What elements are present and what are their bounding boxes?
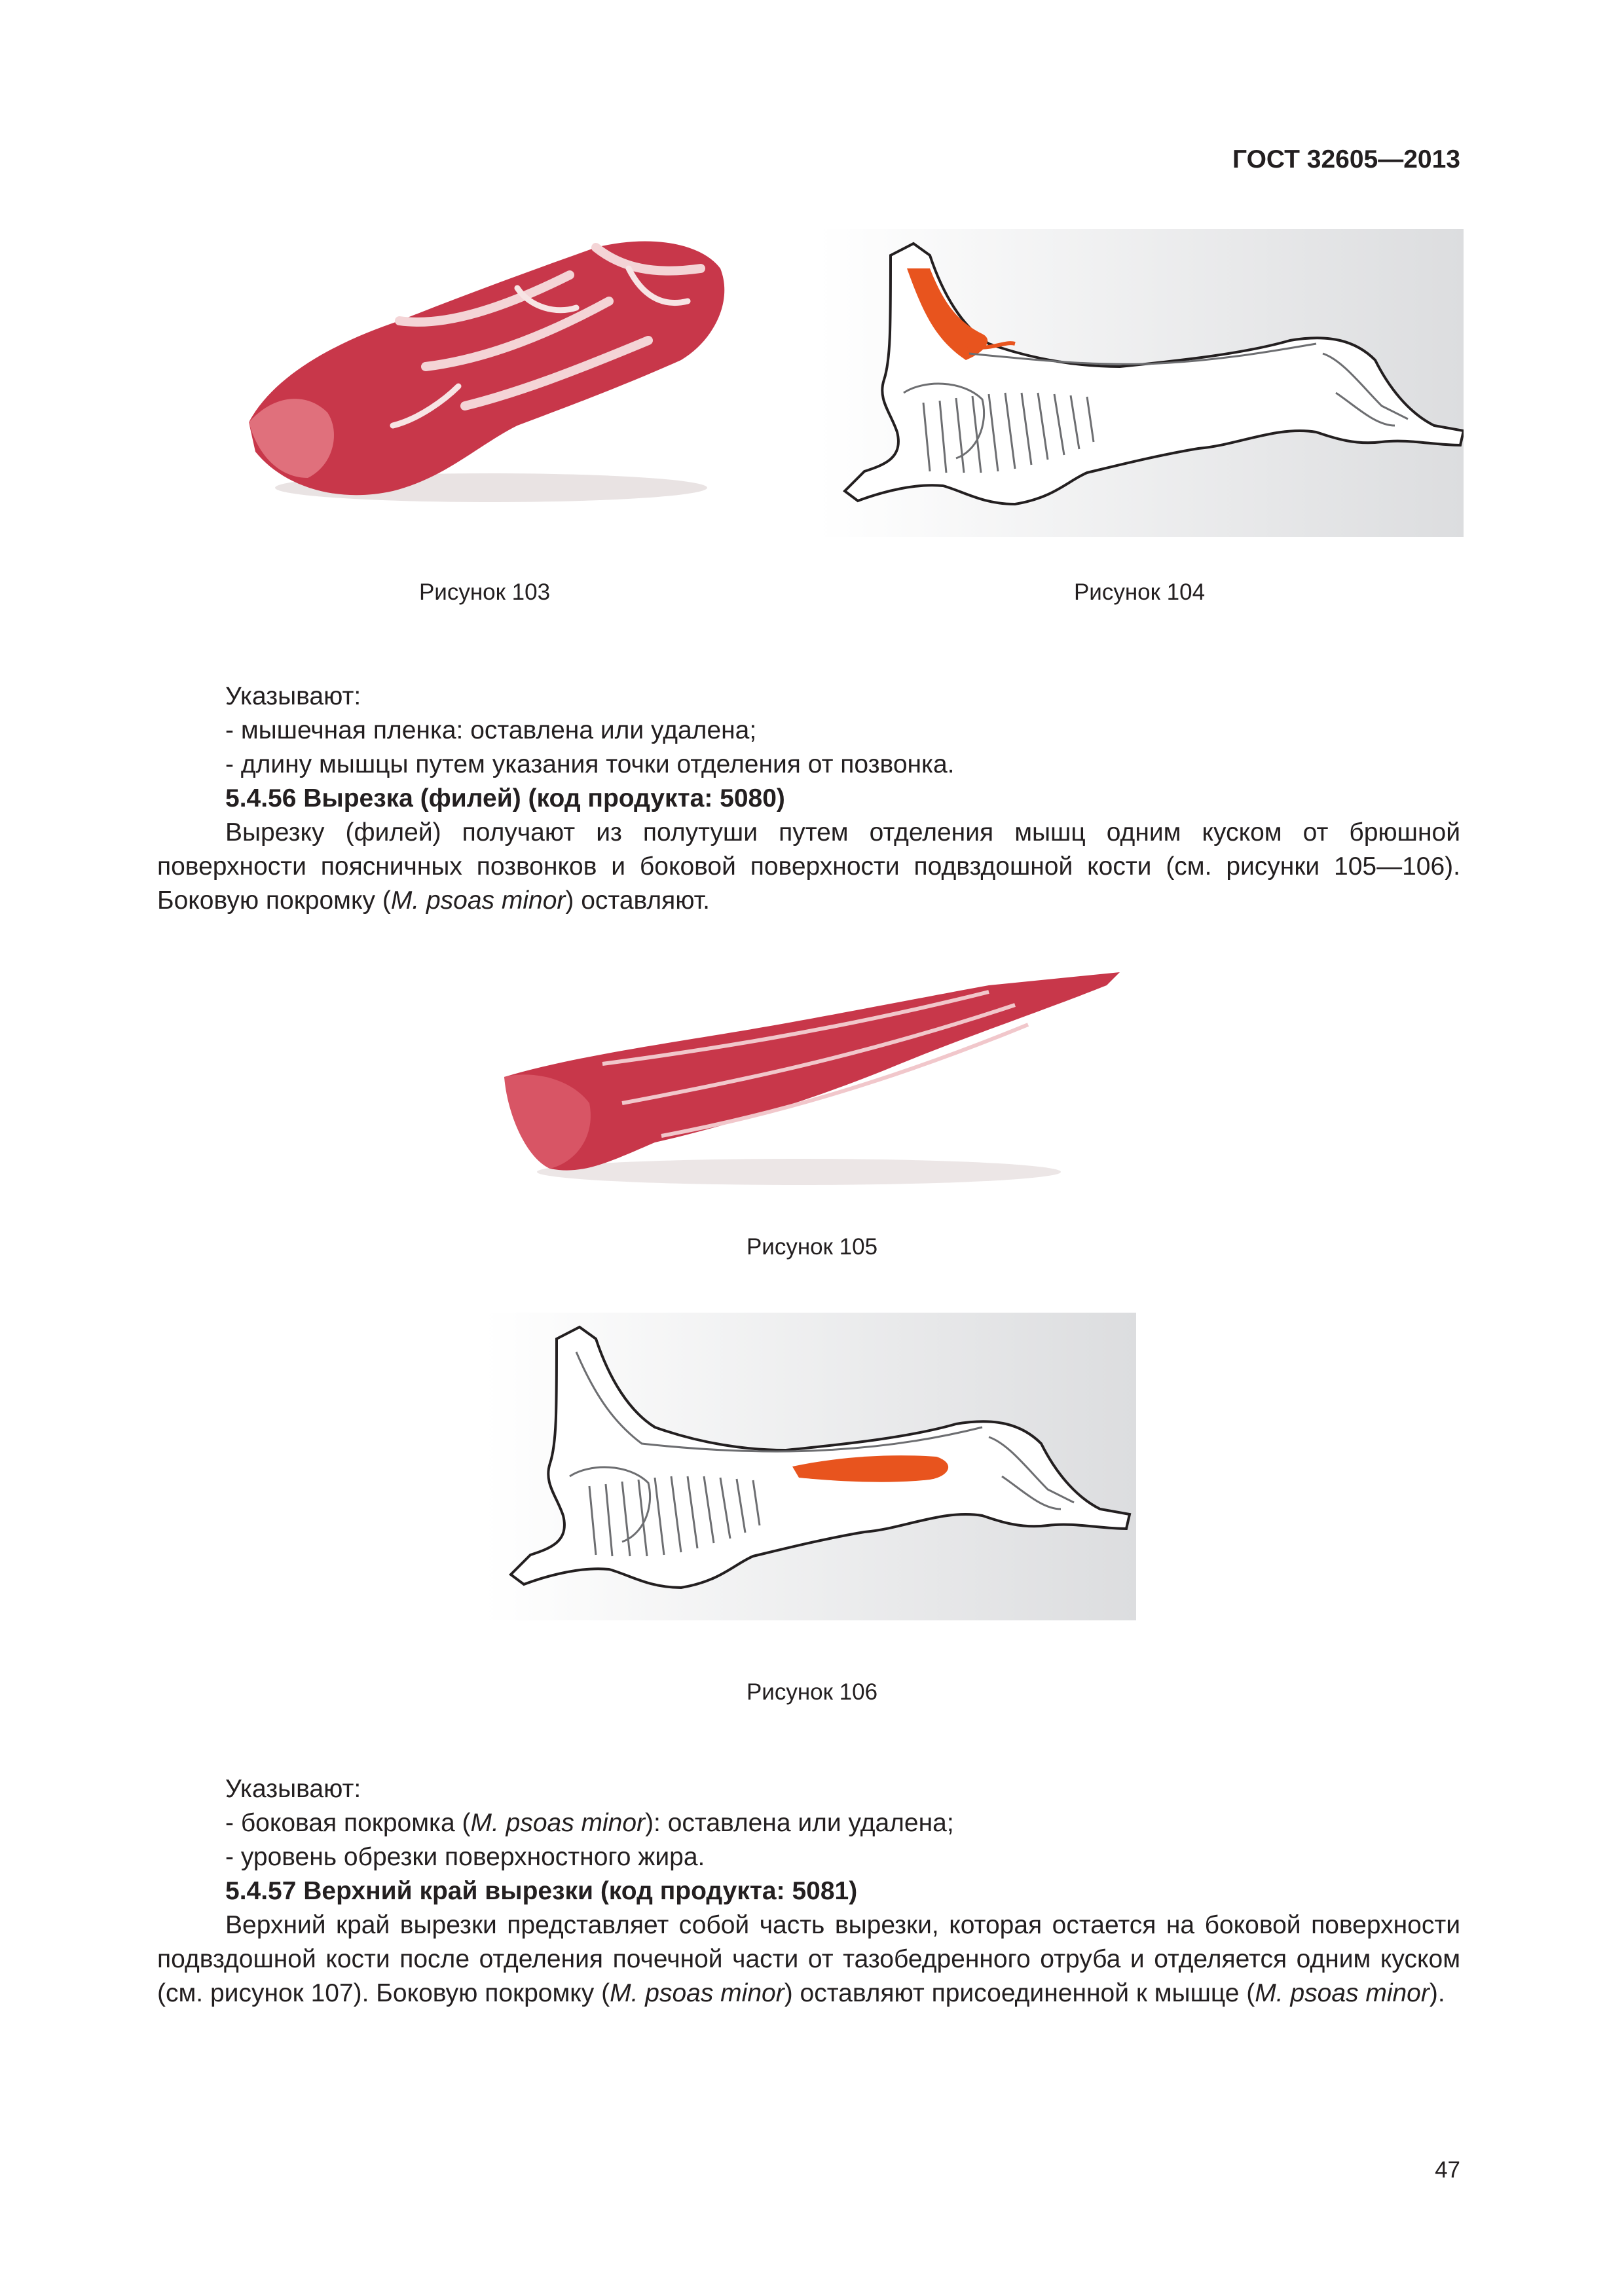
figure-105-caption: Рисунок 105 [746,1234,878,1260]
figure-104-carcass-diagram [819,229,1464,537]
figure-103-caption: Рисунок 103 [418,579,551,605]
section-heading-5-4-57: 5.4.57 Верхний край вырезки (код продукта: 5081) [225,1877,858,1905]
section-paragraph: Верхний край вырезки представляет собой часть вырезки, которая остается на боковой поверхности подвздошной кости после отделения почечной части от тазобедренного отруба и отделяется одним куском (см. рисунок 107). Боковую покромку (M. psoas minor) оставляют присоединенной к мышце (M. psoas minor). [157,1911,1460,2007]
latin-term: M. psoas minor [610,1979,784,2007]
figure-105-tenderloin-photo [491,972,1120,1195]
section-heading-5-4-56: 5.4.56 Вырезка (филей) (код продукта: 5080) [225,784,785,812]
list-item: - боковая покромка (M. psoas minor): оставлена или удалена; [225,1809,954,1837]
list-item: - уровень обрезки поверхностного жира. [225,1843,705,1871]
page-number: 47 [1435,2157,1460,2183]
list-item: - длину мышцы путем указания точки отделения от позвонка. [225,750,955,778]
section-paragraph: Вырезку (филей) получают из полутуши путем отделения мышц одним куском от брюшной поверхности поясничных позвонков и боковой поверхности подвздошной кости (см. рисунки 105—106). Боковую покромку (M. psoas minor) оставляют. [157,818,1460,915]
figure-104-caption: Рисунок 104 [1073,579,1206,605]
figure-106-caption: Рисунок 106 [746,1679,878,1705]
list-intro: Указывают: [225,1775,361,1803]
figure-106-carcass-diagram [485,1313,1136,1620]
text-block-5-4-56 [157,680,1460,918]
latin-term: M. psoas minor [1255,1979,1430,2007]
document-code-header: ГОСТ 32605—2013 [1232,145,1460,173]
figure-103-meat-photo [229,229,740,530]
list-intro: Указывают: [225,682,361,710]
latin-term: M. psoas minor [390,886,566,915]
list-item: - мышечная пленка: оставлена или удалена; [225,716,757,744]
latin-term: M. psoas minor [470,1809,646,1837]
text-block-5-4-57 [157,1772,1460,2011]
